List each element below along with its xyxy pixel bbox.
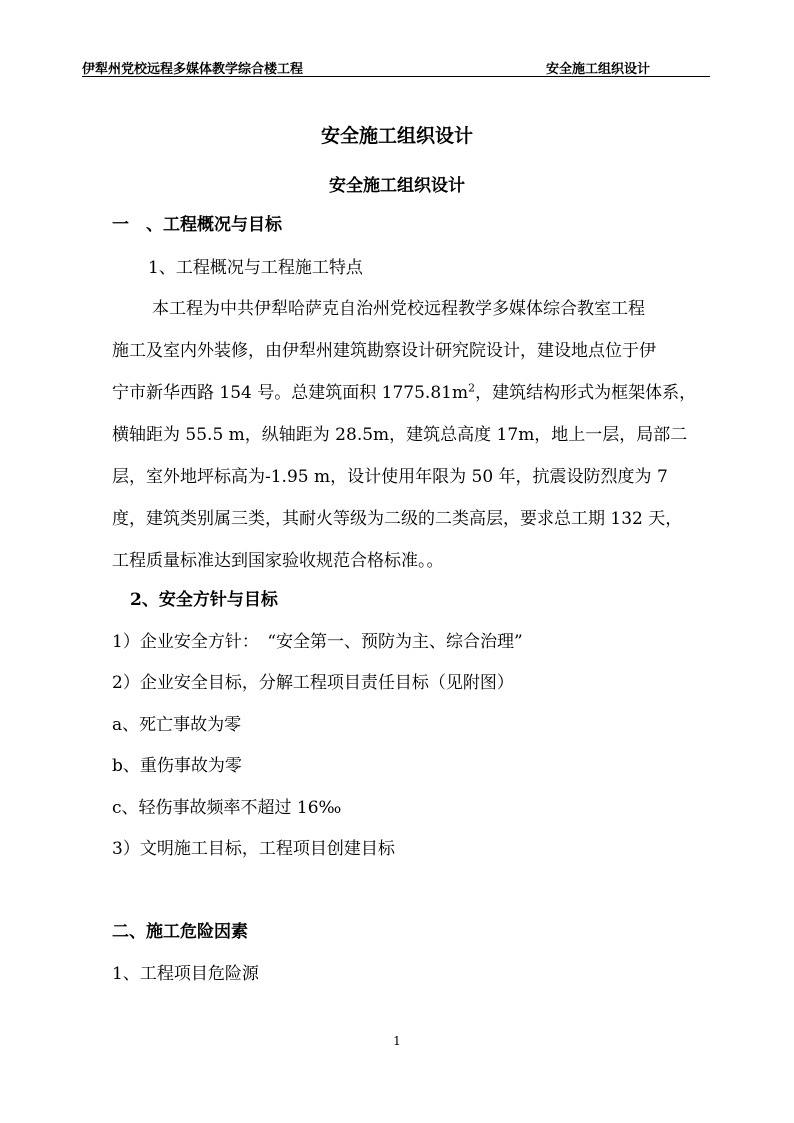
- paragraph-line: 度，建筑类别属三类，其耐火等级为二级的二类高层，要求总工期 132 天，: [112, 509, 683, 529]
- list-item: 1）企业安全方针： “安全第一、预防为主、综合治理”: [112, 632, 523, 652]
- paragraph-line: 本工程为中共伊犁哈萨克自治州党校远程教学多媒体综合教室工程: [152, 299, 645, 319]
- section-1-heading: 一 、工程概况与目标: [112, 215, 282, 235]
- paragraph-line: 横轴距为 55.5 m，纵轴距为 28.5m，建筑总高度 17m，地上一层，局部二: [112, 425, 688, 445]
- paragraph-line: 层，室外地坪标高为-1.95 m，设计使用年限为 50 年，抗震设防烈度为 7: [112, 467, 668, 487]
- project-overview-paragraph: [112, 288, 712, 582]
- list-item: b、重伤事故为零: [112, 756, 242, 776]
- document-subtitle: 安全施工组织设计: [329, 176, 465, 196]
- header-project-name: 伊犁州党校远程多媒体教学综合楼工程: [82, 62, 304, 77]
- list-item: c、轻伤事故频率不超过 16‰: [112, 798, 342, 818]
- section-2-1-heading: 1、工程项目危险源: [112, 964, 259, 984]
- document-title: 安全施工组织设计: [320, 125, 473, 147]
- page-header: [82, 56, 710, 77]
- list-item: 3）文明施工目标，工程项目创建目标: [112, 839, 395, 859]
- list-item: 2）企业安全目标，分解工程项目责任目标（见附图）: [112, 673, 514, 693]
- section-2-heading: 二、施工危险因素: [112, 922, 248, 942]
- section-1-1-heading: 1、工程概况与工程施工特点: [148, 258, 363, 278]
- page-number: 1: [393, 1034, 401, 1048]
- paragraph-line: 工程质量标准达到国家验收规范合格标准。。: [112, 551, 444, 571]
- section-1-2-heading: 2、安全方针与目标: [130, 590, 278, 610]
- header-document-title: 安全施工组织设计: [545, 62, 650, 77]
- paragraph-line: 施工及室内外装修，由伊犁州建筑勘察设计研究院设计，建设地点位于伊: [112, 341, 656, 361]
- paragraph-line: 宁市新华西路 154 号。总建筑面积 $1775.81m^2$，建筑结构形式为框架体系，: [112, 381, 697, 403]
- list-item: a、死亡事故为零: [112, 715, 242, 735]
- superscript: 2: [468, 381, 476, 395]
